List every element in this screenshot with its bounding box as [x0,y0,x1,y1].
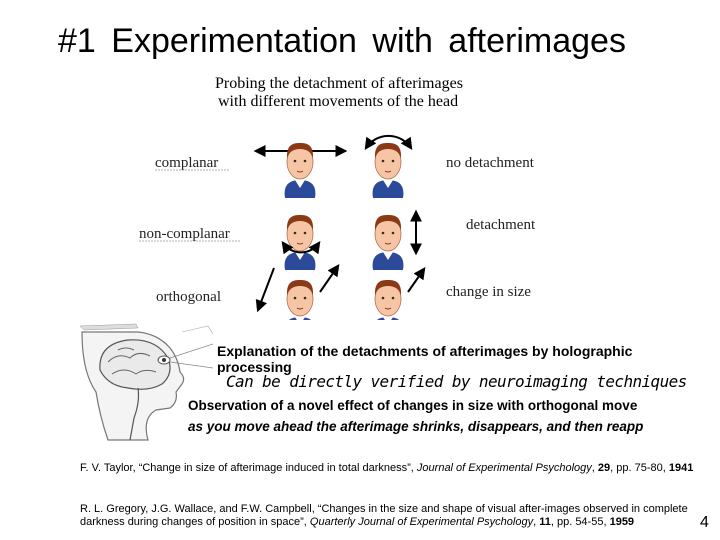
reference-year: 1941 [668,462,694,474]
slide-title: #1 Experimentation with afterimages [58,22,626,60]
row-label-orthogonal: orthogonal [156,289,221,305]
reference-authors: F. V. Taylor, “Change in size of afterimage induced in total darkness”, [80,462,417,474]
explanation-text [217,343,717,375]
figure-title-line2: with different movements of the head [218,93,459,110]
page-number: 4 [700,514,709,531]
reference-volume: 29 [597,462,611,474]
explanation-line2: processing [217,359,292,375]
head-icon [373,143,404,198]
row-label-change-in-size: change in size [446,284,531,300]
reference-authors: R. L. Gregory, J.G. Wallace, and F.W. Campbell, “Changes in the size and shape of visual after-images observed in complete darkness during changes of position in space”, [80,503,688,528]
diagonal-arrow [408,269,424,292]
head-icon [373,215,404,270]
row-label-detachment: detachment [466,217,536,233]
reference-pages: , pp. 54-55, [550,516,610,528]
diagonal-arrow [320,266,338,292]
head-icon [285,215,316,270]
explanation-line1: Explanation of the detachments of afterimages by holographic [217,343,633,359]
head-icon [285,280,316,320]
diagonal-arrow [258,268,274,310]
reference-year: 1959 [609,516,635,528]
observation-line1: Observation of a novel effect of changes in size with orthogonal move [188,398,638,413]
row-label-non-complanar: non-complanar [139,226,230,242]
head-icon [285,143,316,198]
reference-gregory: R. L. Gregory, J.G. Wallace, and F.W. Campbell, “Changes in the size and shape of visual after-images observed in complete darkness during changes of position in space”, Quarterly Journal of Experimental Psychology, 11, pp. 54-55, 1959 [80,503,688,528]
reference-taylor: F. V. Taylor, “Change in size of afterimage induced in total darkness”, Journal of Experimental Psychology, 29, pp. 75-80, 1941 [80,462,694,474]
reference-journal: Quarterly Journal of Experimental Psychology [309,516,534,528]
row-label-complanar: complanar [155,155,219,171]
verification-note: Can be directly verified by neuroimaging techniques [226,372,687,391]
row-label-no-detachment: no detachment [446,155,534,171]
observation-line2: as you move ahead the afterimage shrinks, disappears, and then reapp [188,419,644,434]
head-icon [373,280,404,320]
reference-volume: 11 [539,516,551,528]
reference-journal: Journal of Experimental Psychology [416,462,592,474]
figure-title-line1: Probing the detachment of afterimages [215,75,463,92]
head-movement-figure [130,70,560,320]
reference-pages: , pp. 75-80, [610,462,669,474]
